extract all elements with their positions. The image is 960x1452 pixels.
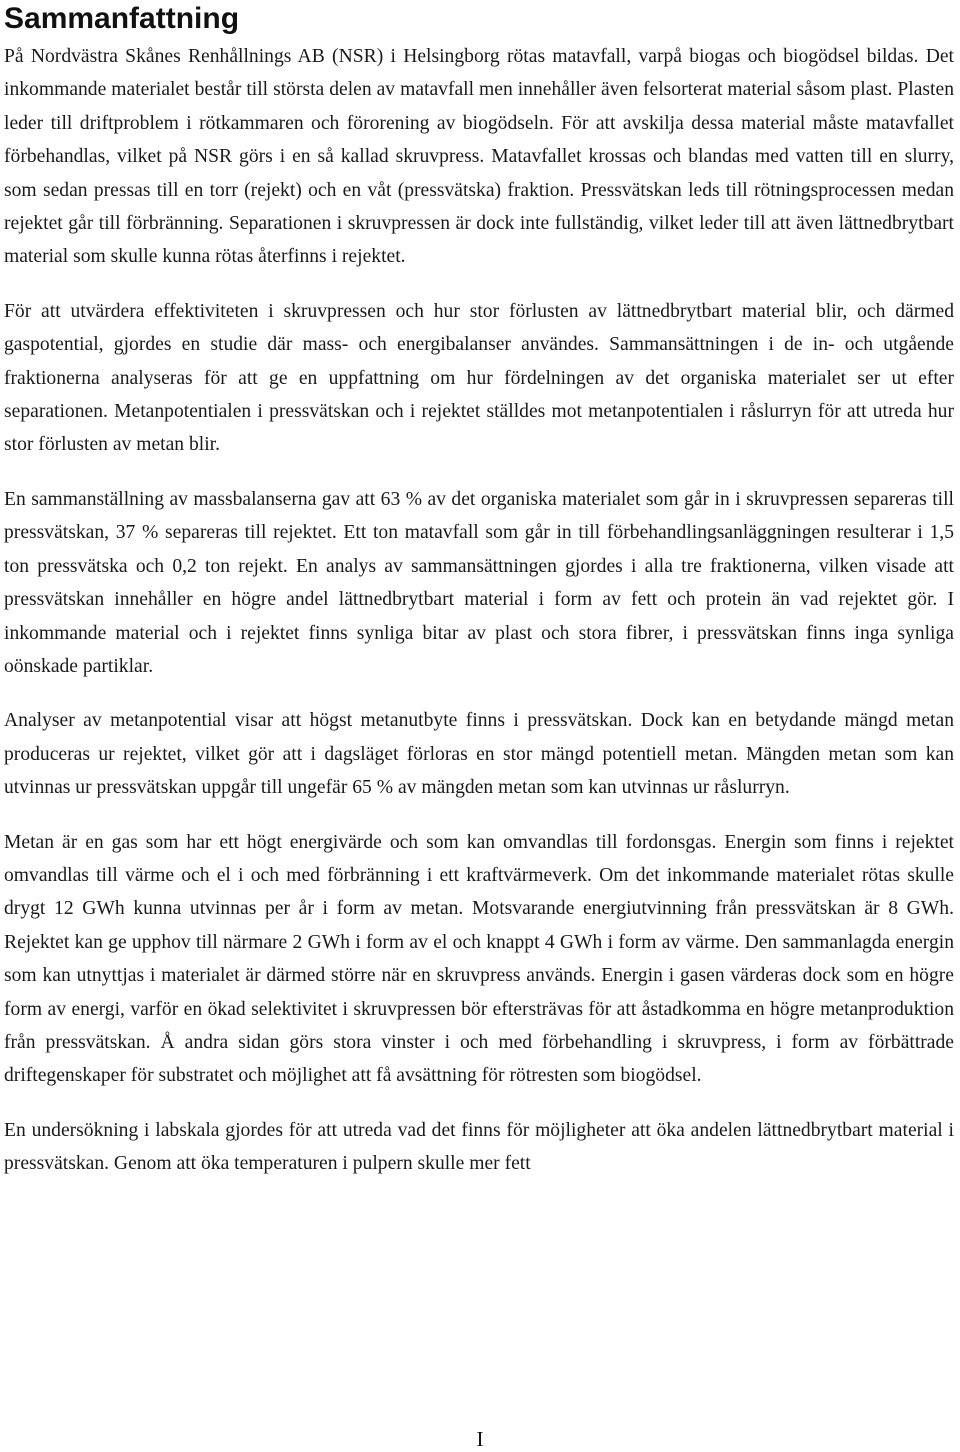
paragraph-4: Analyser av metanpotential visar att högst metanutbyte finns i pressvätskan. Dock kan en betydande mängd metan produceras ur rejektet, vilket gör att i dagsläget förloras en stor mängd potentiell metan. Mängden metan som kan utvinnas ur pressvätskan uppgår till ungefär 65 % av mängden metan som kan utvinnas ur råslurryn. <box>4 710 954 799</box>
paragraph-5: Metan är en gas som har ett högt energivärde och som kan omvandlas till fordonsgas. Energin som finns i rejektet omvandlas till värme och el i och med förbränning i ett kraftvärmeverk. Om det inkommande materialet rötas skulle drygt 12 GWh kunna utvinnas per år i form av metan. Motsvarande energiutvinning från pressvätskan är 8 GWh. Rejektet kan ge upphov till närmare 2 GWh i form av el och knappt 4 GWh i form av värme. Den sammanlagda energin som kan utnyttjas i materialet är därmed större när en skruvpress används. Energin i gasen värderas dock som en högre form av energi, varför en ökad selektivitet i skruvpressen bör eftersträvas för att åstadkomma en högre metanproduktion från pressvätskan. Å andra sidan görs stora vinster i och med förbehandling i skruvpress, i form av förbättrade driftegenskaper för substratet och möjlighet att få avsättning för rötresten som biogödsel. <box>4 831 954 1087</box>
paragraph-6: En undersökning i labskala gjordes för att utreda vad det finns för möjligheter att öka andelen lättnedbrytbart material i pressvätskan. Genom att öka temperaturen i pulpern skulle mer fett <box>4 1119 954 1175</box>
section-heading: Sammanfattning <box>4 2 240 35</box>
paragraph-1: På Nordvästra Skånes Renhållnings AB (NSR) i Helsingborg rötas matavfall, varpå biogas och biogödsel bildas. Det inkommande materialet består till största delen av matavfall men innehåller även felsorterat material såsom plast. Plasten leder till driftproblem i rötkammaren och förorening av biogödseln. För att avskilja dessa material måste matavfallet förbehandlas, vilket på NSR görs i en så kallad skruvpress. Matavfallet krossas och blandas med vatten till en slurry, som sedan pressas till en torr (rejekt) och en våt (pressvätska) fraktion. Pressvätskan leds till rötningsprocessen medan rejektet går till förbränning. Separationen i skruvpressen är dock inte fullständig, vilket leder till att även lättnedbrytbart material som skulle kunna rötas återfinns i rejektet. <box>4 46 954 268</box>
document-page <box>4 0 954 1202</box>
paragraph-3: En sammanställning av massbalanserna gav att 63 % av det organiska materialet som går in i skruvpressen separeras till pressvätskan, 37 % separeras till rejektet. Ett ton matavfall som går in till förbehandlingsanläggningen resulterar i 1,5 ton pressvätska och 0,2 ton rejekt. En analys av sammansättningen gjordes i alla tre fraktionerna, vilken visade att pressvätskan innehåller en högre andel lättnedbrytbart material i form av fett och protein än vad rejektet gör. I inkommande material och i rejektet finns synliga bitar av plast och stora fibrer, i pressvätskan finns inga synliga oönskade partiklar. <box>4 488 954 677</box>
page-number: I <box>476 1427 484 1451</box>
paragraph-2: För att utvärdera effektiviteten i skruvpressen och hur stor förlusten av lättnedbrytbart material blir, och därmed gaspotential, gjordes en studie där mass- och energibalanser användes. Sammansättningen i de in- och utgående fraktionerna analyseras för att ge en uppfattning om hur fördelningen av det organiska materialet ser ut efter separationen. Metanpotentialen i pressvätskan och i rejektet ställdes mot metanpotentialen i råslurryn för att utreda hur stor förlusten av metan blir. <box>4 300 954 456</box>
